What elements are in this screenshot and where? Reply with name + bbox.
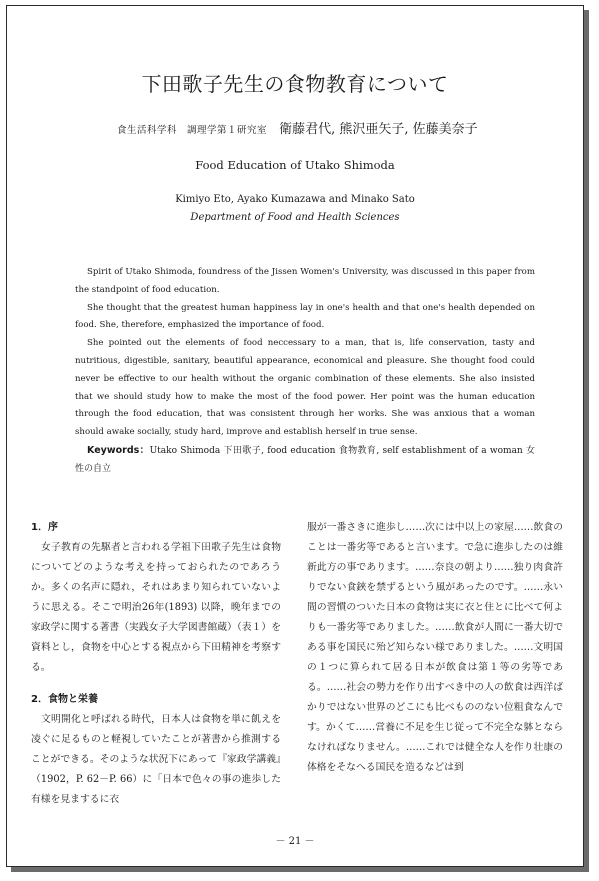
section-heading-food-nutrition: 2．食物と栄養 <box>31 694 98 705</box>
paper-title-english: Food Education of Utako Shimoda <box>195 158 395 172</box>
quotation-continuation: 服が一番さきに進歩し……次には中以上の家屋……飲食のことは一番劣等であると言います。で急に進歩したのは維新此方の事であります。……奈良の朝より……独り肉食許りでない食鋏を禁ずるという風があったのです。……永い間の習慣のついた日本の食物は実に衣と住とに比べて何よりも一番劣等でありました。……飲食が人間に一番大切である事を国民に殆ど知らない様でありました。……文明国の１つに算られて居る日本が飲食は第１等の劣等である。……社会の勢力を作り出すべき中の人の飲食は西洋ばかりではない世界のどこにも比べもののない位粗食なんです。かくて……営養に不足を生じ従って不完全な躰とならなければなりません。……これでは健全な人を作り壮康の体格をそなへる国民を造るなどは到 <box>307 522 563 773</box>
abstract <box>75 264 535 479</box>
section-text-food-nutrition: 文明開化と呼ばれる時代，日本人は食物を単に飢えを凌ぐに足るものと軽視していたことが著書から推測することができる。そのような状況下にあって『家政学講義』（1902，P. 62－P. 66）に「日本で色々の事の進歩した有様を見まするに衣 <box>31 714 281 805</box>
body-column-right <box>307 518 563 778</box>
page-number: － 21 － <box>275 836 315 847</box>
authors-english: Kimiyo Eto, Ayako Kumazawa and Minako Sato <box>175 194 415 205</box>
authors-japanese: 衛藤君代, 熊沢亜矢子, 佐藤美奈子 <box>279 122 478 137</box>
keywords-text: Utako Shimoda 下田歌子, food education 食物教育, self establishment of a woman 女性の自立 <box>75 445 536 474</box>
paper-page <box>6 5 584 867</box>
abstract-paragraph: Spirit of Utako Shimoda, foundress of the Jissen Women's University, was discussed in this paper from the standpoint of food education. <box>75 267 535 295</box>
abstract-paragraph: She thought that the greatest human happiness lay in one's health and that one's health depended on food. She, therefore, emphasized the importance of food. <box>75 302 535 331</box>
body-column-left <box>31 518 281 810</box>
department-japanese: 食生活科学科 調理学第１研究室 <box>117 125 268 136</box>
affiliation-line <box>117 118 478 137</box>
section-heading-introduction: 1．序 <box>31 522 58 533</box>
department-english: Department of Food and Health Sciences <box>190 212 400 223</box>
keywords <box>75 442 535 479</box>
section-text-introduction: 女子教育の先駆者と言われる学祖下田歌子先生は食物についてどのような考えを持っておられたのであろうか。多くの名声に隠れ，それはあまり知られていないように思える。そこで明治26年(1893) 以降，晩年までの家政学に関する著書（実践女子大学図書館蔵）（表１）を資料とし，食物を中心とする視点から下田精神を考察する。 <box>31 542 281 673</box>
paper-title-japanese: 下田歌子先生の食物教育について <box>141 72 449 96</box>
keywords-label: Keywords： <box>87 444 150 456</box>
abstract-paragraph: She pointed out the elements of food neccessary to a man, that is, life conservation, tasty and nutritious, digestible, sanitary, beautiful appearance, economical and pleasure. She thought food could never be effective to our health without the organic combination of these elements. She also insisted that we should study how to make the most of the food power. Her point was the human education through the food education, that was consistent through her works. She was anxious that a woman should awake socially, study hard, improve and establish herself in true sense. <box>75 338 535 438</box>
